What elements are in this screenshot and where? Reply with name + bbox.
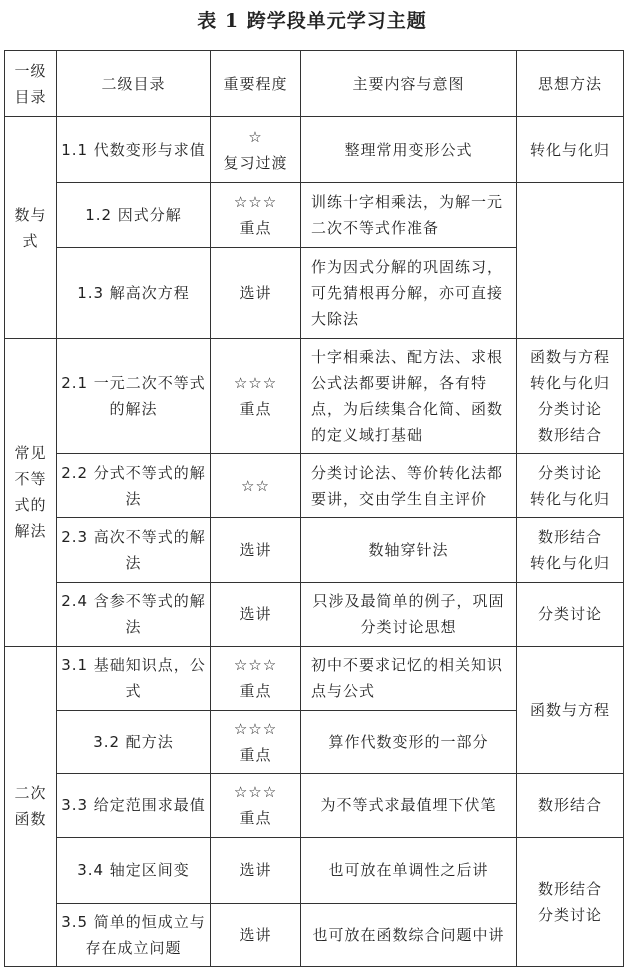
header-row: [5, 51, 624, 117]
method-cell: 转化与化归: [517, 117, 624, 183]
importance-cell: ☆☆☆ 重点: [211, 711, 301, 774]
item-cell: 3.2 配方法: [57, 711, 211, 774]
item-cell: 3.1 基础知识点，公式: [57, 646, 211, 710]
table-row: [5, 518, 624, 582]
content-cell: 作为因式分解的巩固练习，可先猜根再分解，亦可直接大除法: [301, 247, 517, 338]
importance-cell: ☆☆: [211, 454, 301, 518]
table-row: [5, 183, 624, 247]
importance-cell: ☆ 复习过渡: [211, 117, 301, 183]
header-cell: 思想方法: [517, 51, 624, 117]
content-cell: 十字相乘法、配方法、求根公式法都要讲解，各有特点，为后续集合化简、函数的定义域打基础: [301, 338, 517, 453]
header-cell: 二级目录: [57, 51, 211, 117]
header-cell: 一级目录: [5, 51, 57, 117]
item-cell: 1.3 解高次方程: [57, 247, 211, 338]
item-cell: 1.2 因式分解: [57, 183, 211, 247]
importance-cell: ☆☆☆ 重点: [211, 646, 301, 710]
method-cell: 函数与方程 转化与化归 分类讨论 数形结合: [517, 338, 624, 453]
content-cell: 数轴穿针法: [301, 518, 517, 582]
table-row: [5, 338, 624, 453]
table-title: 表 1 跨学段单元学习主题: [197, 10, 427, 32]
content-cell: 也可放在单调性之后讲: [301, 837, 517, 903]
content-cell: 也可放在函数综合问题中讲: [301, 903, 517, 966]
content-cell: 算作代数变形的一部分: [301, 711, 517, 774]
importance-cell: 选讲: [211, 247, 301, 338]
method-cell: 函数与方程: [517, 646, 624, 773]
content-cell: 训练十字相乘法，为解一元二次不等式作准备: [301, 183, 517, 247]
table-row: [5, 646, 624, 710]
section-name: 二次函数: [5, 646, 57, 966]
table-row: [5, 454, 624, 518]
importance-cell: 选讲: [211, 837, 301, 903]
header-cell: 主要内容与意图: [301, 51, 517, 117]
header-cell: 重要程度: [211, 51, 301, 117]
item-cell: 3.3 给定范围求最值: [57, 774, 211, 837]
item-cell: 2.3 高次不等式的解法: [57, 518, 211, 582]
importance-cell: ☆☆☆ 重点: [211, 338, 301, 453]
importance-cell: 选讲: [211, 518, 301, 582]
importance-cell: ☆☆☆ 重点: [211, 183, 301, 247]
section-name: 数与式: [5, 117, 57, 339]
content-cell: 只涉及最简单的例子，巩固分类讨论思想: [301, 582, 517, 646]
method-cell: 数形结合: [517, 774, 624, 837]
content-cell: 分类讨论法、等价转化法都要讲，交由学生自主评价: [301, 454, 517, 518]
table-row: [5, 774, 624, 837]
item-cell: 2.4 含参不等式的解法: [57, 582, 211, 646]
table-row: [5, 117, 624, 183]
item-cell: 3.5 简单的恒成立与存在成立问题: [57, 903, 211, 966]
method-cell: 数形结合 转化与化归: [517, 518, 624, 582]
table-row: [5, 837, 624, 903]
method-cell: [517, 183, 624, 339]
method-cell: 分类讨论 转化与化归: [517, 454, 624, 518]
importance-cell: 选讲: [211, 582, 301, 646]
content-cell: 初中不要求记忆的相关知识点与公式: [301, 646, 517, 710]
topics-table: [4, 50, 624, 967]
importance-cell: 选讲: [211, 903, 301, 966]
section-name: 常见不等式的解法: [5, 338, 57, 646]
content-cell: 整理常用变形公式: [301, 117, 517, 183]
importance-cell: ☆☆☆ 重点: [211, 774, 301, 837]
content-cell: 为不等式求最值埋下伏笔: [301, 774, 517, 837]
method-cell: 分类讨论: [517, 582, 624, 646]
item-cell: 2.2 分式不等式的解法: [57, 454, 211, 518]
table-row: [5, 582, 624, 646]
item-cell: 3.4 轴定区间变: [57, 837, 211, 903]
item-cell: 2.1 一元二次不等式的解法: [57, 338, 211, 453]
method-cell: 数形结合 分类讨论: [517, 837, 624, 967]
item-cell: 1.1 代数变形与求值: [57, 117, 211, 183]
